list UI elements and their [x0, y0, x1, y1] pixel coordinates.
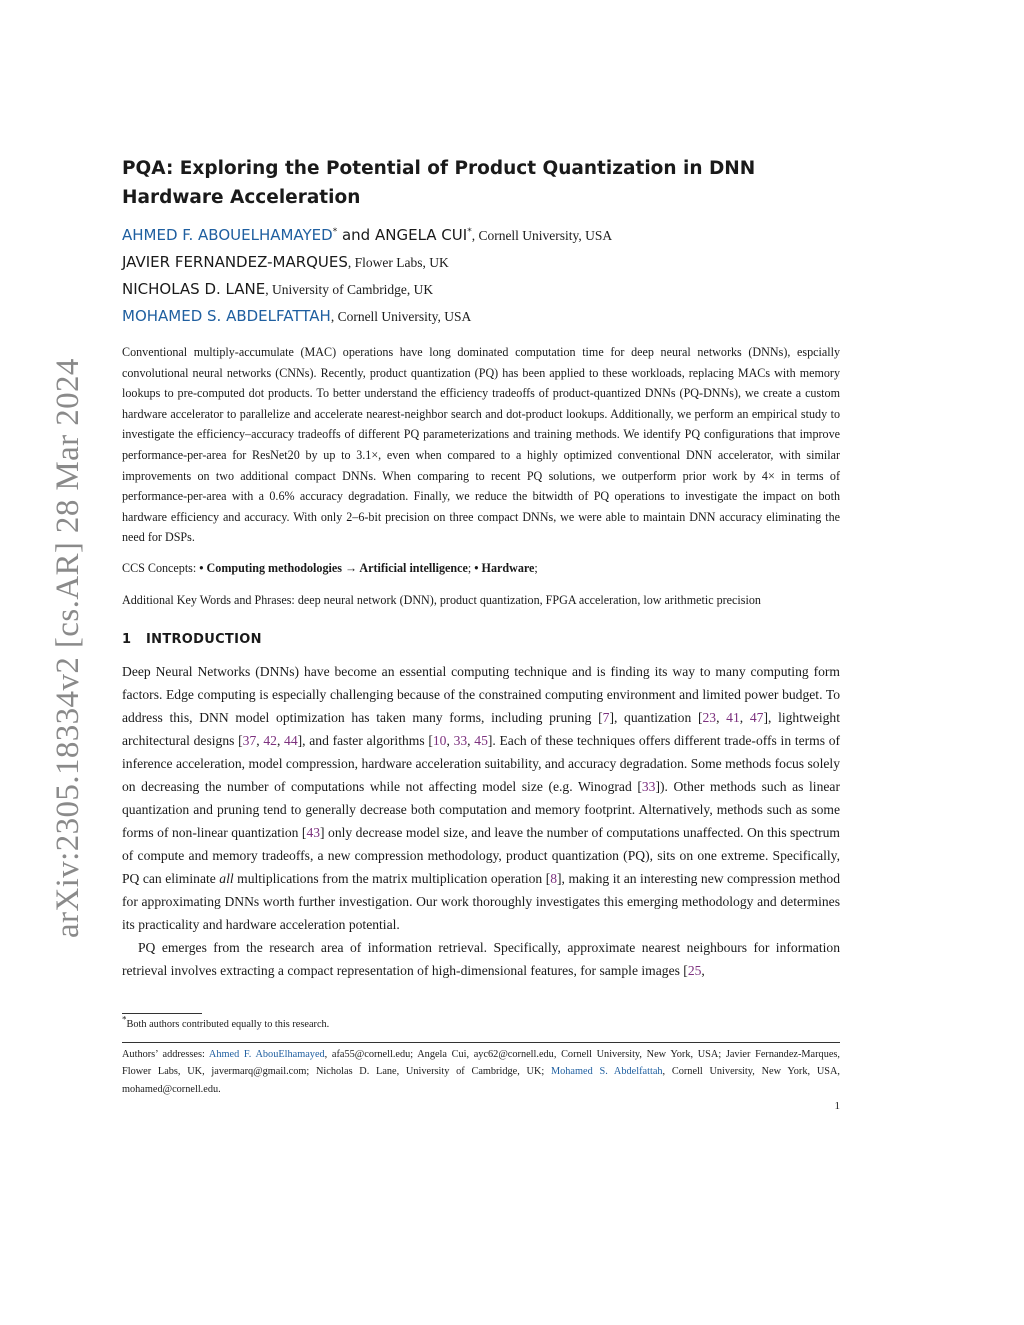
- ccs-label: CCS Concepts:: [122, 561, 200, 575]
- section-title: INTRODUCTION: [146, 632, 262, 647]
- citation-link[interactable]: 47: [749, 710, 764, 725]
- emphasis-all: all: [219, 871, 234, 886]
- text-run: ], quantization [: [609, 710, 703, 725]
- ccs-end: ;: [534, 561, 538, 575]
- citation-link[interactable]: 33: [641, 779, 656, 794]
- footnote: [122, 1014, 330, 1032]
- page-number: 1: [834, 1100, 840, 1112]
- text-run: ,: [701, 963, 705, 978]
- text-run: ]. Each of these techniques offers different trade-offs in terms of inference acceleration, model compression, hardware acceleration suitability, and accuracy degradation. Some methods focus solely on decreasing the number of computations while not affecting model size (e.g. Winograd [: [122, 733, 841, 794]
- text-run: ,: [739, 710, 750, 725]
- text-run: multiplications from the matrix multiplication operation [: [233, 871, 551, 886]
- section-number: 1: [122, 632, 132, 647]
- author-name-cui: ANGELA CUI: [374, 226, 468, 244]
- text-run: ,: [256, 733, 264, 748]
- equal-contribution-mark: *: [467, 227, 472, 237]
- citation-link[interactable]: 33: [453, 733, 468, 748]
- text-run: ,: [446, 733, 454, 748]
- citation-link[interactable]: 8: [550, 871, 558, 886]
- ccs-concept-hardware: • Hardware: [474, 561, 535, 575]
- arxiv-identifier: arXiv:2305.18334v2 [cs.AR] 28 Mar 2024: [50, 358, 86, 938]
- ccs-concepts: [122, 558, 840, 578]
- author-link-abouelhamayed[interactable]: AHMED F. ABOUELHAMAYED: [122, 226, 333, 244]
- text-run: , Cornell University, New York, USA, mohamed@cornell.edu.: [122, 1066, 840, 1095]
- text-run: ] only decrease model size, and leave the number of computations unaffected. On this spectrum of compute and memory tradeoffs, a new compression methodology, product quantization (PQ), sits on one extreme. Specifically, PQ can eliminate: [122, 825, 840, 886]
- footnote-mark: *: [122, 1014, 127, 1025]
- citation-link[interactable]: 43: [306, 825, 321, 840]
- text-run: ,: [467, 733, 475, 748]
- author-name-fernandez-marques: JAVIER FERNANDEZ-MARQUES: [122, 253, 348, 271]
- citation-link[interactable]: 25: [687, 963, 702, 978]
- text-run: ,: [716, 710, 727, 725]
- author-line-1: [122, 222, 840, 249]
- author-name-lane: NICHOLAS D. LANE: [122, 280, 266, 298]
- citation-link[interactable]: 45: [474, 733, 488, 748]
- author-conjunction: and: [337, 226, 375, 244]
- text-run: ]). Other methods such as linear quantization and pruning tend to generally decrease both computation and memory footprint. Alternatively, methods such as some forms of non-linear quantization [: [122, 779, 840, 840]
- author-addresses: [122, 1046, 840, 1098]
- ccs-separator: ;: [467, 561, 475, 575]
- author-line-3: [122, 276, 840, 303]
- text-run: ], and faster algorithms [: [297, 733, 433, 748]
- ccs-concept-ai: • Computing methodologies → Artificial intelligence: [199, 561, 468, 575]
- text-run: PQ emerges from the research area of information retrieval. Specifically, approximate nearest neighbours for information retrieval involves extracting a compact representation of high-dimensional features, for sample images [: [122, 940, 840, 978]
- citation-link[interactable]: 23: [702, 710, 717, 725]
- author-link-abdelfattah[interactable]: MOHAMED S. ABDELFATTAH: [122, 307, 331, 325]
- author-affiliation: , Flower Labs, UK: [347, 255, 449, 270]
- text-run: Authors’ addresses:: [122, 1049, 209, 1060]
- address-link-abouelhamayed[interactable]: Ahmed F. AbouElhamayed: [208, 1049, 325, 1060]
- equal-contribution-mark: *: [332, 227, 338, 237]
- text-run: ], making it an interesting new compression method for approximating DNNs worth further investigation. Our work thoroughly investigates this emerging methodology and determines its practicality and hardware acceleration potential.: [122, 871, 841, 932]
- text-run: ], lightweight architectural designs [: [122, 710, 840, 748]
- section-heading-introduction: [122, 632, 262, 647]
- keywords: Additional Key Words and Phrases: deep neural network (DNN), product quantization, FPGA acceleration, low arithmetic precision: [122, 593, 761, 607]
- intro-paragraph-2: [122, 936, 840, 982]
- address-link-abdelfattah[interactable]: Mohamed S. Abdelfattah: [550, 1066, 663, 1078]
- footnote-rule: [122, 1013, 202, 1014]
- text-run: Deep Neural Networks (DNNs) have become an essential computing technique and is finding its way to many computing form factors. Edge computing is especially challenging because of the constrained computing environment and limited power budget. To address this, DNN model optimization has taken many forms, including pruning [: [122, 664, 840, 725]
- author-affiliation: , Cornell University, USA: [330, 309, 472, 324]
- citation-link[interactable]: 42: [263, 733, 277, 748]
- intro-paragraph-1: [122, 660, 840, 936]
- text-run: , afa55@cornell.edu; Angela Cui, ayc62@cornell.edu, Cornell University, New York, USA; Javier Fernandez-Marques, Flower Labs, UK, javermarq@gmail.com; Nicholas D. Lane, University of Cambridge, UK;: [122, 1049, 841, 1078]
- author-block: [122, 222, 840, 330]
- abstract: Conventional multiply-accumulate (MAC) operations have long dominated computation time for deep neural networks (DNNs), espcially convolutional neural networks (CNNs). Recently, product quantization (PQ) has been applied to these workloads, replacing MACs with memory lookups to pre-computed dot products. To better understand the efficiency tradeoffs of product-quantized DNNs (PQ-DNNs), we create a custom hardware accelerator to parallelize and accelerate nearest-neighbor search and dot-product lookups. Additionally, we perform an empirical study to investigate the efficiency–accuracy tradeoffs of different PQ parameterizations and training methods. We identify PQ configurations that improve performance-per-area for ResNet20 by up to 3.1×, even when compared to a highly optimized conventional DNN accelerator, with similar improvements on two additional compact DNNs. When comparing to recent PQ solutions, we outperform prior work by 4× in terms of performance-per-area with a 0.6% accuracy degradation. Finally, we reduce the bitwidth of PQ operations to investigate the impact on both hardware efficiency and accuracy. With only 2–6-bit precision on three compact DNNs, we were able to maintain DNN accuracy eliminating the need for DSPs.: [122, 345, 840, 545]
- text-run: ,: [276, 733, 285, 748]
- paper-title: PQA: Exploring the Potential of Product Quantization in DNN Hardware Acceleration: [122, 158, 756, 208]
- author-affiliation: , University of Cambridge, UK: [265, 282, 434, 297]
- author-affiliation: , Cornell University, USA: [471, 228, 613, 243]
- citation-link[interactable]: 41: [726, 710, 740, 725]
- citation-link[interactable]: 10: [432, 733, 447, 748]
- author-line-4: [122, 303, 840, 330]
- citation-link[interactable]: 37: [242, 733, 257, 748]
- citation-link[interactable]: 44: [284, 733, 298, 748]
- address-rule: [122, 1042, 840, 1043]
- citation-link[interactable]: 7: [602, 710, 610, 725]
- introduction-body: [122, 660, 840, 982]
- footnote-text: Both authors contributed equally to this research.: [126, 1019, 330, 1030]
- author-line-2: [122, 249, 840, 276]
